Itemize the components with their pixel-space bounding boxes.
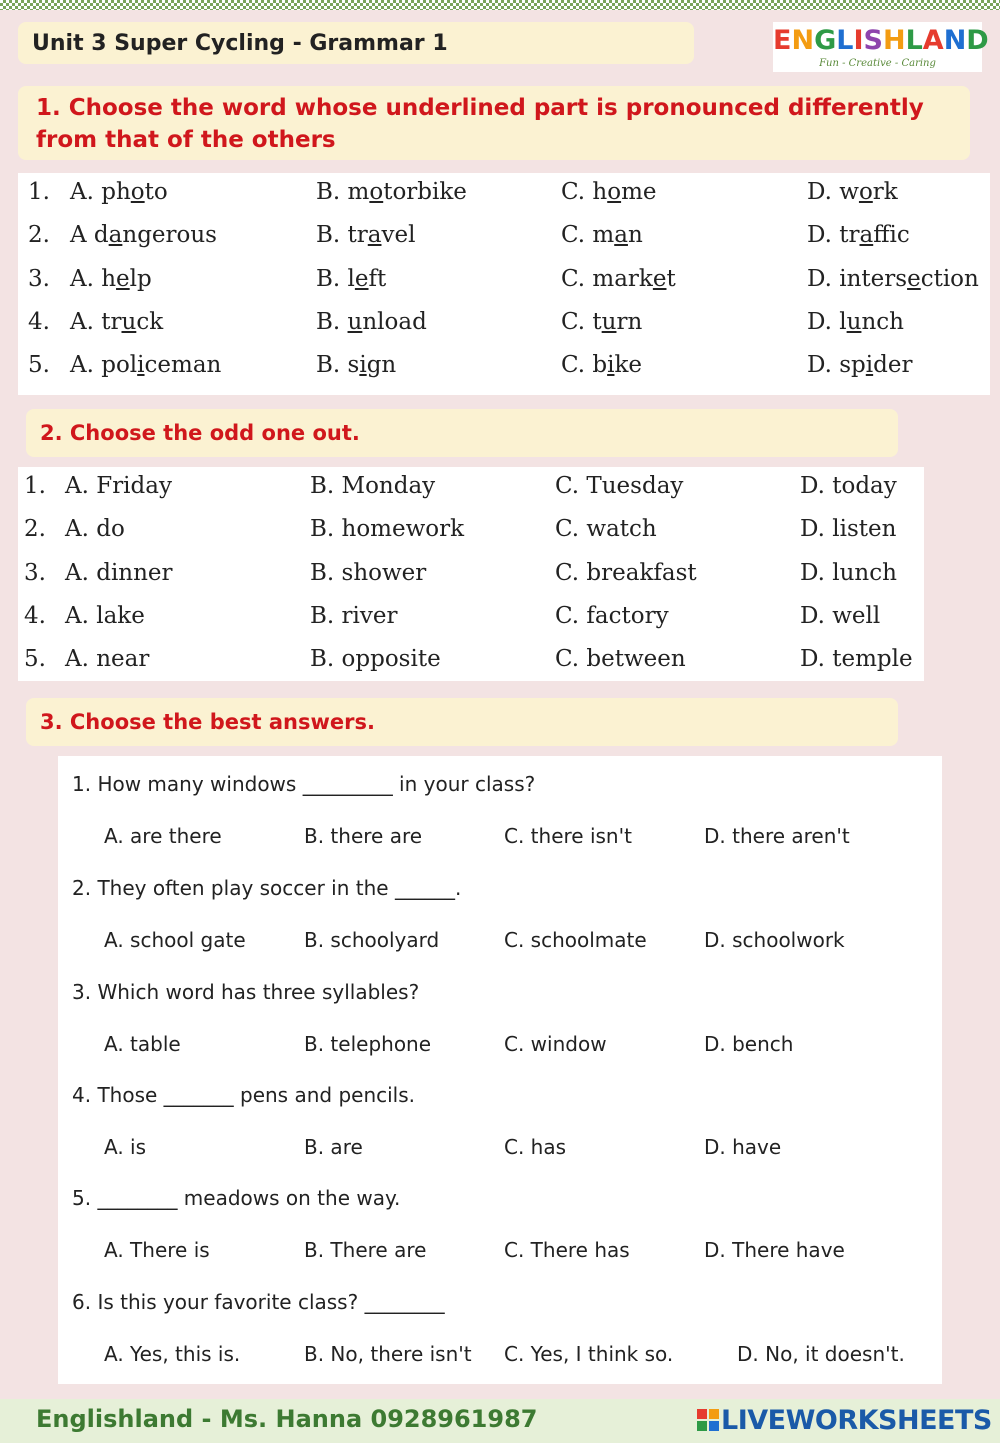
underlined-part: o [130, 179, 145, 205]
answer-option[interactable]: D. today [800, 473, 897, 499]
underlined-part: a [367, 222, 382, 248]
option-text: C. t [561, 309, 602, 335]
row-number: 3. [28, 266, 50, 292]
answer-option[interactable] [561, 352, 642, 378]
underlined-part: e [652, 266, 667, 292]
option-text: ck [136, 309, 164, 335]
option-text: to [144, 179, 168, 205]
table-row [18, 646, 924, 689]
answer-option[interactable]: A. is [104, 1135, 147, 1159]
answer-option[interactable] [316, 309, 427, 335]
option-text: gn [366, 352, 397, 378]
logo-letter: E [773, 25, 792, 56]
logo-letter: N [943, 25, 967, 56]
row-number: 3. [24, 560, 46, 586]
answer-option[interactable] [561, 266, 676, 292]
option-text: A. h [70, 266, 117, 292]
answer-option[interactable]: C. there isn't [504, 824, 632, 848]
answer-option[interactable]: D. No, it doesn't. [737, 1342, 905, 1366]
answer-option[interactable]: B. there are [304, 824, 423, 848]
logo-letter: G [814, 25, 837, 56]
answer-option[interactable]: D. schoolwork [704, 928, 845, 952]
underlined-part: o [858, 179, 873, 205]
row-number: 4. [24, 603, 46, 629]
option-text: ft [368, 266, 387, 292]
option-text: torbike [383, 179, 467, 205]
answer-option[interactable] [70, 179, 168, 205]
section-3-heading [26, 698, 898, 746]
question-text: 5. ________ meadows on the way. [72, 1186, 401, 1210]
answer-option[interactable]: B. telephone [304, 1032, 432, 1056]
answer-option[interactable] [807, 179, 898, 205]
answer-option[interactable]: D. There have [704, 1238, 845, 1262]
question-text: 3. Which word has three syllables? [72, 980, 420, 1004]
option-text: lp [129, 266, 152, 292]
table-row [18, 352, 990, 395]
answer-option[interactable]: D. there aren't [704, 824, 850, 848]
table-row [18, 222, 990, 265]
answer-option[interactable]: A. Yes, this is. [104, 1342, 241, 1366]
option-text: nch [861, 309, 904, 335]
underlined-part: o [607, 179, 622, 205]
section-1-heading: 1. Choose the word whose underlined part is pronounced differently from that of the others [18, 86, 970, 160]
option-text: C. m [561, 222, 615, 248]
question-text: 2. They often play soccer in the ______. [72, 876, 462, 900]
answer-option[interactable]: A. table [104, 1032, 181, 1056]
logo-letter: D [966, 25, 989, 56]
answer-option[interactable] [316, 266, 386, 292]
row-number: 1. [24, 473, 46, 499]
option-text: ke [614, 352, 643, 378]
answer-option[interactable] [70, 266, 152, 292]
table-row [18, 473, 924, 516]
answer-option[interactable] [70, 222, 217, 248]
answer-option[interactable]: D. temple [800, 646, 913, 672]
option-text: nload [362, 309, 427, 335]
answer-option[interactable] [807, 266, 979, 292]
option-text: ngerous [122, 222, 217, 248]
answer-option[interactable] [70, 352, 221, 378]
option-text: D. l [807, 309, 847, 335]
answer-option[interactable]: D. bench [704, 1032, 794, 1056]
answer-option[interactable]: D. well [800, 603, 881, 629]
underlined-part: a [108, 222, 123, 248]
footer-contact: Englishland - Ms. Hanna 0928961987 [36, 1405, 538, 1433]
answer-option[interactable]: B. opposite [310, 646, 441, 672]
option-text: n [627, 222, 643, 248]
table-row [18, 560, 924, 603]
underlined-part: a [859, 222, 874, 248]
liveworksheets-icon [697, 1409, 719, 1431]
answer-option[interactable]: A. There is [104, 1238, 210, 1262]
answer-option[interactable]: A. dinner [65, 560, 173, 586]
option-text: D. w [807, 179, 859, 205]
section-1-table [18, 173, 990, 395]
row-number: 2. [24, 516, 46, 542]
logo-letter: A [922, 25, 944, 56]
underlined-part: e [116, 266, 130, 292]
answer-option[interactable]: C. breakfast [555, 560, 697, 586]
table-row [18, 603, 924, 646]
answer-option[interactable]: D. lunch [800, 560, 897, 586]
underlined-part: i [865, 352, 874, 378]
underlined-part: i [607, 352, 615, 378]
option-text: A. pol [70, 352, 138, 378]
option-text: A d [70, 222, 109, 248]
section-2-heading-text: 2. Choose the odd one out. [40, 421, 360, 445]
answer-option[interactable]: C. has [504, 1135, 567, 1159]
logo-letter: L [836, 25, 854, 56]
answer-option[interactable]: D. listen [800, 516, 897, 542]
underlined-part: i [359, 352, 367, 378]
answer-option[interactable]: C. There has [504, 1238, 630, 1262]
option-text: der [873, 352, 913, 378]
answer-option[interactable]: B. are [304, 1135, 363, 1159]
underlined-part: u [347, 309, 363, 335]
footer [0, 1399, 1000, 1443]
logo-letter: S [863, 25, 883, 56]
row-number: 4. [28, 309, 50, 335]
option-text: rn [616, 309, 643, 335]
option-text: A. ph [70, 179, 131, 205]
answer-option[interactable]: A. are there [104, 824, 222, 848]
page-title-text: Unit 3 Super Cycling - Grammar 1 [32, 30, 448, 56]
answer-option[interactable]: C. Yes, I think so. [504, 1342, 674, 1366]
logo-tagline: Fun - Creative - Caring [819, 58, 936, 69]
answer-option[interactable] [807, 222, 910, 248]
answer-option[interactable]: C. window [504, 1032, 607, 1056]
row-number: 5. [24, 646, 46, 672]
option-text: ffic [873, 222, 910, 248]
underlined-part: u [846, 309, 862, 335]
answer-option[interactable] [807, 352, 912, 378]
option-text: C. mark [561, 266, 653, 292]
section-2-table [18, 467, 924, 681]
section-2-heading [26, 409, 898, 457]
answer-option[interactable]: B. Monday [310, 473, 436, 499]
row-number: 1. [28, 179, 50, 205]
answer-option[interactable]: A. lake [65, 603, 145, 629]
answer-option[interactable]: A. Friday [65, 473, 172, 499]
logo-letter: L [905, 25, 923, 56]
underlined-part: i [137, 352, 145, 378]
section-3-questions [58, 756, 942, 1384]
englishland-logo [773, 22, 989, 72]
option-text: B. tr [316, 222, 368, 248]
question-text: 4. Those _______ pens and pencils. [72, 1083, 416, 1107]
underlined-part: u [601, 309, 617, 335]
answer-option[interactable] [561, 309, 642, 335]
liveworksheets-text: LIVEWORKSHEETS [721, 1405, 992, 1436]
answer-option[interactable]: C. schoolmate [504, 928, 647, 952]
answer-option[interactable]: B. river [310, 603, 398, 629]
option-text: t [666, 266, 676, 292]
logo-letter: N [791, 25, 815, 56]
underlined-part: e [907, 266, 921, 292]
answer-option[interactable]: C. between [555, 646, 686, 672]
answer-option[interactable] [561, 222, 643, 248]
answer-option[interactable]: A. school gate [104, 928, 246, 952]
row-number: 2. [28, 222, 50, 248]
option-text: D. inters [807, 266, 908, 292]
underlined-part: e [354, 266, 369, 292]
option-text: B. m [316, 179, 370, 205]
answer-option[interactable]: A. do [65, 516, 125, 542]
option-text: B. [316, 309, 348, 335]
page-title [18, 22, 694, 64]
option-text: rk [872, 179, 898, 205]
answer-option[interactable] [316, 352, 396, 378]
option-text: C. h [561, 179, 608, 205]
option-text: B. l [316, 266, 355, 292]
logo-wordmark [773, 24, 989, 58]
table-row [18, 309, 990, 352]
option-text: me [621, 179, 657, 205]
option-text: B. s [316, 352, 360, 378]
answer-option[interactable]: C. watch [555, 516, 657, 542]
top-border [0, 0, 1000, 10]
answer-option[interactable]: C. Tuesday [555, 473, 684, 499]
question-text: 1. How many windows _________ in your class? [72, 772, 536, 796]
answer-option[interactable] [561, 179, 657, 205]
option-text: vel [381, 222, 416, 248]
answer-option[interactable] [807, 309, 904, 335]
option-text: ceman [144, 352, 222, 378]
answer-option[interactable]: B. homework [310, 516, 465, 542]
table-row [18, 179, 990, 222]
option-text: D. tr [807, 222, 860, 248]
option-text: ction [920, 266, 979, 292]
answer-option[interactable] [70, 309, 163, 335]
answer-option[interactable]: B. There are [304, 1238, 427, 1262]
option-text: C. b [561, 352, 608, 378]
liveworksheets-brand [697, 1405, 992, 1436]
option-text: D. sp [807, 352, 866, 378]
underlined-part: o [369, 179, 384, 205]
table-row [18, 266, 990, 309]
answer-option[interactable]: B. No, there isn't [304, 1342, 472, 1366]
logo-letter: H [882, 25, 906, 56]
answer-option[interactable] [316, 222, 415, 248]
option-text: A. tr [70, 309, 122, 335]
answer-option[interactable] [316, 179, 467, 205]
underlined-part: u [121, 309, 137, 335]
question-text: 6. Is this your favorite class? ________ [72, 1290, 445, 1314]
row-number: 5. [28, 352, 50, 378]
logo-letter: I [853, 25, 864, 56]
underlined-part: a [614, 222, 628, 248]
answer-option[interactable]: B. schoolyard [304, 928, 440, 952]
section-3-heading-text: 3. Choose the best answers. [40, 710, 375, 734]
answer-option[interactable]: C. factory [555, 603, 669, 629]
answer-option[interactable]: A. near [65, 646, 150, 672]
answer-option[interactable]: B. shower [310, 560, 427, 586]
table-row [18, 516, 924, 559]
answer-option[interactable]: D. have [704, 1135, 782, 1159]
